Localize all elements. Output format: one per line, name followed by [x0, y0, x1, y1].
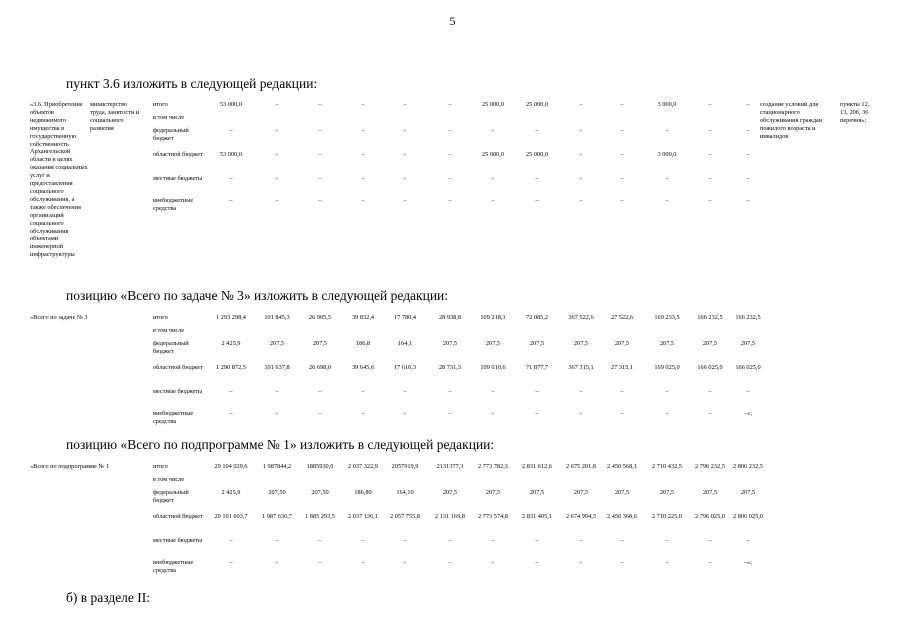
- table-cell: 28 938,8: [438, 314, 462, 321]
- table-cell: –: [448, 101, 452, 108]
- item-description: «Всего по подпрограмме № 1: [30, 463, 110, 470]
- table-cell: 207,5: [529, 489, 545, 496]
- table-cell: –: [229, 388, 233, 395]
- table-cell: 2 831 612,6: [522, 463, 552, 470]
- table-cell: –: [665, 127, 669, 134]
- table-cell: –: [579, 197, 583, 204]
- table-cell: –: [620, 559, 624, 566]
- table-cell: –: [708, 388, 712, 395]
- table-cell: –: [665, 410, 669, 417]
- table-row: [30, 175, 875, 199]
- table-cell: –: [535, 537, 539, 544]
- table-cell: 1 290 872,5: [216, 364, 246, 371]
- table-cell: –: [403, 388, 407, 395]
- table-cell: 2 057 755,8: [390, 513, 420, 520]
- table-cell: 2 037 136,1: [348, 513, 378, 520]
- table-cell: –: [665, 388, 669, 395]
- table-cell: –: [665, 537, 669, 544]
- table-cell: –: [708, 101, 712, 108]
- table-cell: 207,5: [485, 340, 501, 347]
- table-cell: –: [229, 197, 233, 204]
- table-cell: 164,1: [397, 340, 413, 347]
- table-cell: –: [579, 175, 583, 182]
- table-cell: 207,5: [614, 489, 630, 496]
- table-cell: 186,80: [354, 489, 372, 496]
- table-cell: –: [448, 175, 452, 182]
- table-cell: 1885930,0: [306, 463, 334, 470]
- goal-cell: создание условий для стационарного обслуживания граждан пожилого возраста и инвалидов: [760, 101, 823, 140]
- table-cell: –: [746, 537, 750, 544]
- table-cell: –: [579, 127, 583, 134]
- row-label: внебюджетные средства: [153, 197, 194, 212]
- table-cell: –: [403, 559, 407, 566]
- table-row: [30, 559, 875, 583]
- table-cell: –»;: [743, 559, 753, 566]
- table-cell: 29 101 603,7: [214, 513, 248, 520]
- table-row: [30, 489, 875, 513]
- table-cell: 2131377,3: [436, 463, 464, 470]
- row-label: внебюджетные средства: [153, 559, 194, 574]
- table-cell: 164,10: [396, 489, 414, 496]
- table-cell: 39 645,6: [351, 364, 375, 371]
- table-cell: –: [275, 388, 279, 395]
- table-cell: 367 315,1: [568, 364, 594, 371]
- table-cell: –: [535, 197, 539, 204]
- table-cell: –: [491, 197, 495, 204]
- table-cell: 2 796 025,0: [695, 513, 725, 520]
- table-cell: 25 000,0: [525, 101, 549, 108]
- table-cell: 2 710 432,5: [652, 463, 682, 470]
- table-cell: –: [579, 537, 583, 544]
- table-cell: –: [491, 537, 495, 544]
- table-cell: 166 232,5: [735, 314, 761, 321]
- table-cell: –: [275, 151, 279, 158]
- row-label: итого: [153, 101, 168, 108]
- row-label: в том числе: [153, 327, 185, 334]
- table-cell: –: [579, 101, 583, 108]
- table-cell: –: [403, 127, 407, 134]
- table-cell: 207,5: [659, 489, 675, 496]
- heading-section-2: б) в разделе II:: [66, 590, 151, 605]
- table-cell: –: [275, 127, 279, 134]
- table-cell: 207,50: [311, 489, 329, 496]
- table-cell: –: [448, 410, 452, 417]
- table-cell: –: [746, 127, 750, 134]
- table-cell: –: [318, 559, 322, 566]
- item-description: «Всего по задаче № 3: [30, 314, 88, 321]
- row-label: федеральный бюджет: [153, 340, 189, 355]
- table-cell: 207,5: [529, 340, 545, 347]
- table-cell: 101 637,8: [264, 364, 290, 371]
- table-cell: –: [275, 410, 279, 417]
- row-label: итого: [153, 314, 168, 321]
- table-cell: 2 425,9: [221, 489, 241, 496]
- table-cell: –: [229, 559, 233, 566]
- table-cell: –: [448, 127, 452, 134]
- table-cell: –: [229, 537, 233, 544]
- table-cell: –: [361, 101, 365, 108]
- table-cell: –»;: [743, 410, 753, 417]
- table-cell: 2 450 360,6: [607, 513, 637, 520]
- table-cell: –: [491, 388, 495, 395]
- table-cell: 2 796 232,5: [695, 463, 725, 470]
- table-cell: 3 000,0: [657, 151, 677, 158]
- page-number: 5: [449, 14, 456, 28]
- table-cell: –: [361, 388, 365, 395]
- table-cell: –: [535, 410, 539, 417]
- table-cell: 207,50: [268, 489, 286, 496]
- table-row: [30, 197, 875, 221]
- table-cell: 169 025,0: [654, 364, 680, 371]
- table-cell: 207,5: [740, 340, 756, 347]
- table-cell: –: [535, 559, 539, 566]
- table-cell: 207,5: [485, 489, 501, 496]
- table-cell: –: [275, 175, 279, 182]
- table-cell: –: [361, 559, 365, 566]
- table-cell: 2 773 782,3: [478, 463, 508, 470]
- table-cell: 72 085,2: [525, 314, 549, 321]
- table-cell: 207,5: [573, 489, 589, 496]
- table-cell: –: [620, 410, 624, 417]
- table-cell: 101 845,3: [264, 314, 290, 321]
- table-block-task-3: [30, 314, 875, 434]
- table-cell: –: [620, 151, 624, 158]
- table-cell: –: [579, 388, 583, 395]
- table-cell: –: [275, 537, 279, 544]
- table-row: [30, 388, 875, 412]
- table-cell: –: [361, 127, 365, 134]
- table-cell: –: [448, 388, 452, 395]
- table-cell: 207,5: [442, 340, 458, 347]
- table-cell: 169 233,5: [654, 314, 680, 321]
- table-cell: 2 450 568,1: [607, 463, 637, 470]
- heading-task-3: позицию «Всего по задаче № 3» изложить в следующей редакции:: [66, 288, 449, 303]
- row-label: местные бюджеты: [153, 537, 203, 544]
- table-cell: –: [275, 101, 279, 108]
- table-block-point-3-6: [30, 101, 875, 281]
- table-cell: –: [708, 127, 712, 134]
- table-cell: –: [361, 537, 365, 544]
- table-cell: –: [620, 197, 624, 204]
- table-cell: 3 000,0: [657, 101, 677, 108]
- table-cell: –: [708, 537, 712, 544]
- table-cell: –: [708, 197, 712, 204]
- table-cell: –: [620, 101, 624, 108]
- table-cell: –: [665, 559, 669, 566]
- table-cell: –: [620, 388, 624, 395]
- table-cell: –: [361, 175, 365, 182]
- table-cell: –: [318, 175, 322, 182]
- table-cell: –: [275, 197, 279, 204]
- item-description: «3.6. Приобретение объектов недвижимого имущества в государственную собственность Архангельской области в целях оказания социальных услуг и предоставления социального обслуживания, а также обеспечения организаций социального обслуживания объектами инженерной инфраструктуры: [30, 101, 88, 259]
- table-row: [30, 410, 875, 434]
- table-cell: 53 000,0: [219, 151, 243, 158]
- table-cell: –: [535, 388, 539, 395]
- table-cell: 29 104 029,6: [214, 463, 248, 470]
- table-cell: 109 010,6: [480, 364, 506, 371]
- table-cell: 1 885 293,5: [305, 513, 335, 520]
- table-cell: 27 315,1: [610, 364, 634, 371]
- table-cell: –: [361, 410, 365, 417]
- table-cell: 109 218,1: [480, 314, 506, 321]
- row-label: областной бюджет: [153, 364, 203, 371]
- table-cell: 207,5: [659, 340, 675, 347]
- refs-cell: пункты 12, 13, 20б, 36 перечня»;: [840, 101, 870, 124]
- table-cell: 2 675 201,8: [566, 463, 596, 470]
- table-row: [30, 340, 875, 364]
- table-cell: 26 905,5: [308, 314, 332, 321]
- table-cell: –: [491, 410, 495, 417]
- table-cell: 39 832,4: [351, 314, 375, 321]
- table-cell: –: [746, 151, 750, 158]
- table-cell: –: [579, 410, 583, 417]
- row-label: областной бюджет: [153, 513, 203, 520]
- table-cell: 166 025,0: [735, 364, 761, 371]
- table-cell: –: [403, 410, 407, 417]
- table-cell: –: [448, 537, 452, 544]
- table-row: [30, 537, 875, 561]
- row-label: внебюджетные средства: [153, 410, 194, 425]
- table-cell: –: [448, 197, 452, 204]
- table-cell: –: [620, 127, 624, 134]
- table-cell: 207,5: [614, 340, 630, 347]
- table-cell: 207,5: [312, 340, 328, 347]
- row-label: итого: [153, 463, 168, 470]
- table-block-subprogram-1: [30, 463, 875, 583]
- table-cell: –: [448, 151, 452, 158]
- executor-cell: министерство труда, занятости и социального развития: [90, 101, 140, 132]
- table-row: [30, 127, 875, 151]
- table-cell: 207,5: [740, 489, 756, 496]
- table-cell: –: [318, 151, 322, 158]
- table-cell: 207,5: [702, 340, 718, 347]
- table-cell: 17 780,4: [393, 314, 417, 321]
- table-cell: 2 131 169,8: [435, 513, 465, 520]
- table-cell: –: [708, 559, 712, 566]
- table-cell: –: [403, 101, 407, 108]
- table-cell: 28 731,3: [438, 364, 462, 371]
- table-cell: –: [491, 127, 495, 134]
- table-cell: –: [229, 127, 233, 134]
- table-row: [30, 513, 875, 537]
- table-cell: –: [403, 151, 407, 158]
- table-cell: 71 877,7: [525, 364, 549, 371]
- table-cell: 207,5: [702, 489, 718, 496]
- table-cell: –: [361, 197, 365, 204]
- row-label: местные бюджеты: [153, 175, 203, 182]
- table-cell: 207,5: [442, 489, 458, 496]
- table-cell: 2 674 994,3: [566, 513, 596, 520]
- table-cell: –: [275, 559, 279, 566]
- table-cell: 2 831 405,1: [522, 513, 552, 520]
- table-cell: –: [318, 537, 322, 544]
- table-cell: 2 710 225,0: [652, 513, 682, 520]
- table-cell: 186,8: [355, 340, 371, 347]
- table-cell: –: [448, 559, 452, 566]
- row-label: областной бюджет: [153, 151, 203, 158]
- table-cell: 17 616,3: [393, 364, 417, 371]
- table-cell: –: [620, 175, 624, 182]
- row-label: в том числе: [153, 476, 185, 483]
- table-cell: –: [746, 197, 750, 204]
- table-cell: –: [535, 175, 539, 182]
- table-cell: 25 000,0: [481, 101, 505, 108]
- table-cell: –: [579, 151, 583, 158]
- table-cell: 1 293 298,4: [216, 314, 246, 321]
- table-cell: –: [665, 197, 669, 204]
- table-cell: 25 000,0: [481, 151, 505, 158]
- table-cell: –: [229, 175, 233, 182]
- heading-subprogram-1: позицию «Всего по подпрограмме № 1» изложить в следующей редакции:: [66, 437, 495, 452]
- table-cell: 1 987844,2: [262, 463, 292, 470]
- table-cell: –: [403, 537, 407, 544]
- table-cell: 2 773 574,8: [478, 513, 508, 520]
- table-cell: 367 522,6: [568, 314, 594, 321]
- table-cell: –: [491, 559, 495, 566]
- table-cell: –: [579, 559, 583, 566]
- table-cell: 1 987 636,7: [262, 513, 292, 520]
- table-cell: –: [708, 151, 712, 158]
- table-cell: –: [708, 410, 712, 417]
- table-cell: –: [746, 175, 750, 182]
- table-cell: –: [318, 388, 322, 395]
- table-row: [30, 151, 875, 175]
- table-cell: –: [229, 410, 233, 417]
- table-cell: –: [318, 101, 322, 108]
- row-label: федеральный бюджет: [153, 127, 189, 142]
- table-cell: –: [491, 175, 495, 182]
- table-cell: 26 698,0: [308, 364, 332, 371]
- table-cell: 166 232,5: [697, 314, 723, 321]
- table-cell: 2057919,9: [391, 463, 419, 470]
- table-cell: 207,5: [269, 340, 285, 347]
- table-cell: –: [318, 197, 322, 204]
- table-cell: –: [535, 127, 539, 134]
- table-cell: –: [665, 175, 669, 182]
- table-cell: –: [746, 388, 750, 395]
- table-cell: –: [403, 197, 407, 204]
- table-row: [30, 364, 875, 388]
- row-label: федеральный бюджет: [153, 489, 189, 504]
- table-cell: 2 425,9: [221, 340, 241, 347]
- table-cell: –: [746, 101, 750, 108]
- table-cell: 2 037 322,9: [348, 463, 378, 470]
- table-cell: –: [361, 151, 365, 158]
- table-cell: 2 806 232,5: [733, 463, 763, 470]
- heading-point-3-6: пункт 3.6 изложить в следующей редакции:: [66, 76, 318, 91]
- table-cell: –: [318, 410, 322, 417]
- table-cell: 2 806 025,0: [733, 513, 763, 520]
- table-cell: 166 025,0: [697, 364, 723, 371]
- row-label: местные бюджеты: [153, 388, 203, 395]
- table-cell: 25 000,0: [525, 151, 549, 158]
- row-label: в том числе: [153, 114, 185, 121]
- table-cell: –: [318, 127, 322, 134]
- table-cell: –: [403, 175, 407, 182]
- table-cell: –: [620, 537, 624, 544]
- table-cell: 53 000,0: [219, 101, 243, 108]
- table-cell: 207,5: [573, 340, 589, 347]
- table-cell: –: [708, 175, 712, 182]
- table-cell: 27 522,6: [610, 314, 634, 321]
